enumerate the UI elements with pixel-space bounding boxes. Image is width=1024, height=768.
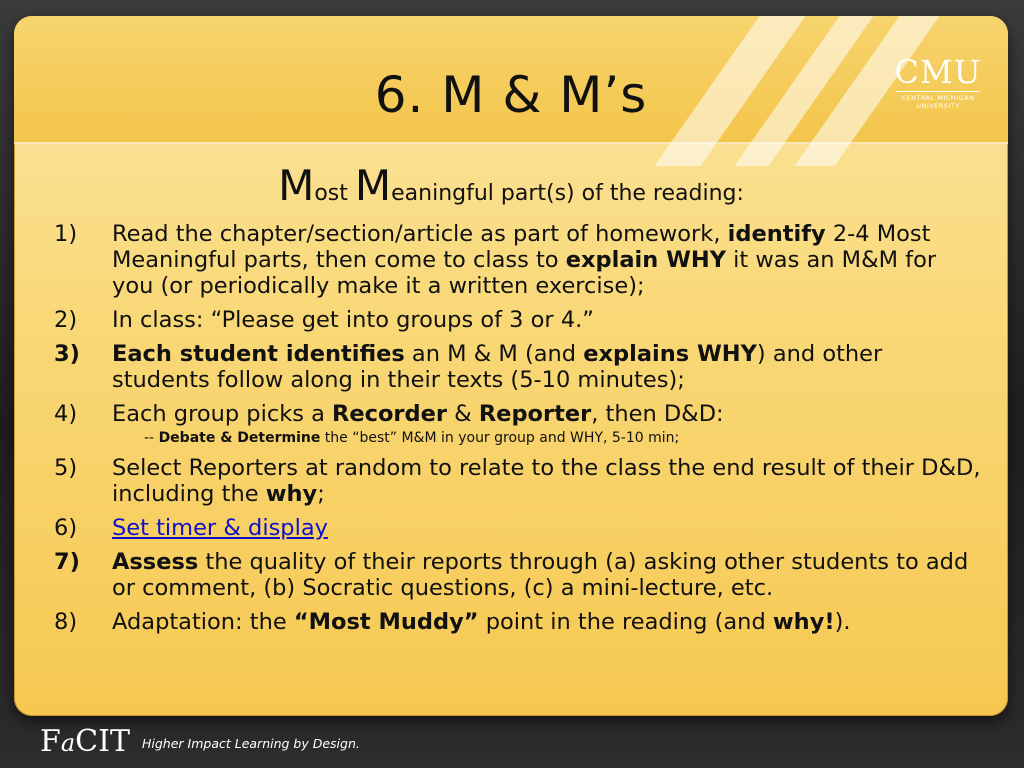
item-text <box>112 515 984 541</box>
list-item <box>54 515 984 541</box>
item-text-part: , then D&D: <box>591 401 724 427</box>
item-text-part: it was an M&M for you (or periodically make it a written exercise); <box>112 247 937 299</box>
list-item <box>54 221 984 299</box>
item-text <box>112 609 984 635</box>
item-text-part: In class: “Please get into groups of 3 or 4.” <box>112 307 594 333</box>
footer-tagline: Higher Impact Learning by Design. <box>142 736 360 751</box>
footer <box>0 722 1024 768</box>
sub-item-bold: Debate & Determine <box>158 430 321 446</box>
list-item <box>54 609 984 635</box>
list-item <box>54 307 984 333</box>
item-number: 8) <box>54 609 78 635</box>
sub-item-text: the “best” M&M in your group and WHY, 5-10 min; <box>320 430 680 446</box>
item-text <box>112 341 984 393</box>
subtitle-initial-m: M <box>354 161 392 210</box>
item-number: 4) <box>54 401 78 427</box>
facit-logo-f: F <box>40 724 61 759</box>
slide-card <box>14 16 1008 716</box>
facit-logo-cit: CIT <box>75 724 130 759</box>
cmu-logo-line2: UNIVERSITY <box>916 101 960 110</box>
item-text-part: Select Reporters at random to relate to the class the end result of their D&D, including the <box>112 455 981 507</box>
item-text <box>112 307 984 333</box>
item-text-part: Read the chapter/section/article as part of homework, <box>112 221 728 247</box>
slide-subtitle <box>14 161 1008 210</box>
item-text-part: the quality of their reports through (a) asking other students to add or comment, (b) Socratic questions, (c) a mini-lecture, etc. <box>112 549 969 601</box>
item-text-bold: “Most Muddy” <box>293 609 479 635</box>
subtitle-initial-m: M <box>278 161 315 210</box>
item-text-bold: Assess <box>112 549 199 575</box>
item-text <box>112 221 984 299</box>
item-text <box>112 455 984 507</box>
item-number: 7) <box>54 549 80 575</box>
list-item <box>54 549 984 601</box>
facit-logo-a: a <box>60 729 76 757</box>
item-text <box>112 401 984 427</box>
item-text-part: ). <box>834 609 851 635</box>
item-text-bold: explains WHY <box>583 341 757 367</box>
subtitle-word-ost: ost <box>314 181 355 206</box>
slide-title: 6. M & M’s <box>374 66 648 124</box>
item-text-part: an M & M (and <box>404 341 584 367</box>
item-text-bold: Each student identifies <box>112 341 405 367</box>
cmu-logo-name: CMU <box>894 53 982 91</box>
cmu-logo-rule <box>896 91 980 92</box>
list-item <box>54 401 984 427</box>
cmu-logo <box>892 53 984 111</box>
sub-item <box>144 429 984 447</box>
item-number: 2) <box>54 307 78 333</box>
item-number: 5) <box>54 455 78 481</box>
item-text-bold: Reporter <box>478 401 592 427</box>
steps-list <box>54 221 984 643</box>
item-number: 6) <box>54 515 78 541</box>
item-text-part: Each group picks a <box>112 401 333 427</box>
item-text-bold: Recorder <box>332 401 447 427</box>
item-text-bold: why! <box>772 609 835 635</box>
list-item <box>54 455 984 507</box>
item-text-bold: why <box>265 481 318 507</box>
subtitle-word-eaningful: eaningful part(s) of the reading: <box>391 181 744 206</box>
cmu-logo-line1: CENTRAL MICHIGAN <box>901 94 975 102</box>
item-text <box>112 549 984 601</box>
item-text-part: point in the reading (and <box>478 609 773 635</box>
sub-item-prefix: -- <box>144 430 159 446</box>
item-text-part: & <box>447 401 479 427</box>
item-number: 1) <box>54 221 78 247</box>
item-text-part: 2-4 Most Meaningful parts, then come to class to <box>112 221 931 273</box>
item-text-part: ; <box>317 481 325 507</box>
list-item <box>54 341 984 393</box>
facit-logo <box>40 724 130 759</box>
set-timer-link[interactable]: Set timer & display <box>112 515 328 541</box>
item-text-part: ) and other students follow along in their texts (5-10 minutes); <box>112 341 883 393</box>
item-number: 3) <box>54 341 80 367</box>
item-text-bold: identify <box>727 221 826 247</box>
item-text-part: Adaptation: the <box>112 609 294 635</box>
item-text-bold: explain WHY <box>565 247 727 273</box>
